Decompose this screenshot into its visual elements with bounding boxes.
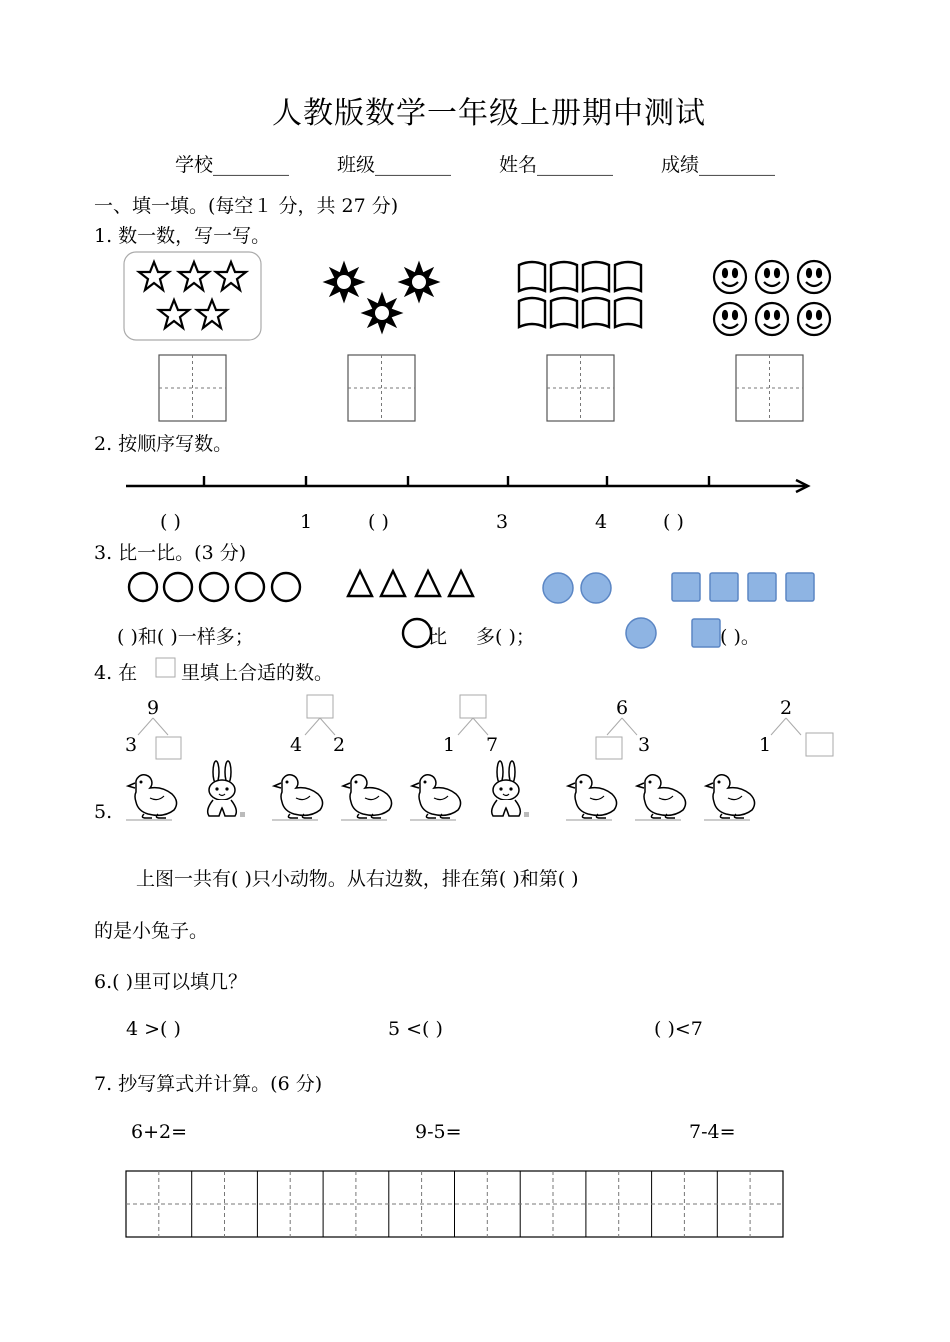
numberline-label-3: 3 <box>496 511 509 533</box>
q7-label: 7. 抄写算式并计算。(6 分) <box>94 1073 323 1095</box>
q5-text-1: 上图一共有( )只小动物。从右边数，排在第( )和第( ) <box>136 868 579 890</box>
numberline-blank-2[interactable]: ( ) <box>368 511 389 533</box>
q3-text-2: 比 <box>428 626 448 648</box>
bond-box[interactable] <box>460 695 486 718</box>
bond-5-top: 2 <box>780 697 793 719</box>
circle-icon <box>200 573 228 601</box>
duck-icon <box>341 775 392 820</box>
q5-label: 5. <box>94 801 113 823</box>
q6-expr-3[interactable]: ( )<7 <box>654 1018 703 1040</box>
star-icon <box>159 300 189 328</box>
bond-2-right: 2 <box>333 734 346 756</box>
inline-box-icon <box>156 658 175 677</box>
q1-answer-boxes[interactable] <box>159 355 803 421</box>
rabbit-icon <box>492 761 529 817</box>
flag-icon <box>615 262 641 291</box>
sun-icon <box>324 262 364 302</box>
school-field[interactable]: 学校________ <box>175 154 290 176</box>
score-field[interactable]: 成绩________ <box>661 154 776 176</box>
numberline-label-4: 4 <box>595 511 608 533</box>
q3-label: 3. 比一比。(3 分) <box>94 542 247 564</box>
duck-icon <box>410 775 461 820</box>
smileys-group <box>714 261 830 335</box>
smiley-icon <box>714 303 746 335</box>
smiley-icon <box>756 303 788 335</box>
bond-box[interactable] <box>596 737 622 759</box>
numberline-label-1: 1 <box>300 511 313 533</box>
number-line <box>126 476 808 492</box>
page-title: 人教版数学一年级上册期中测试 <box>272 96 706 131</box>
q3-text-4: ( )。 <box>720 626 760 648</box>
q7-expr-1: 6+2= <box>131 1121 188 1143</box>
triangle-icon <box>348 571 372 596</box>
bond-box[interactable] <box>307 695 333 718</box>
bond-box[interactable] <box>806 733 833 756</box>
bond-3-right: 7 <box>486 734 499 756</box>
answer-box-2 <box>348 355 415 421</box>
triangle-icon <box>381 571 405 596</box>
smiley-icon <box>798 303 830 335</box>
duck-icon <box>704 775 755 820</box>
q6-expr-2[interactable]: 5 <( ) <box>388 1018 443 1040</box>
stars-group <box>139 262 246 328</box>
q7-expr-3: 7-4= <box>689 1121 736 1143</box>
duck-icon <box>126 775 177 820</box>
numberline-blank-3[interactable]: ( ) <box>663 511 684 533</box>
bond-4-top: 6 <box>616 697 629 719</box>
bond-2-left: 4 <box>290 734 303 756</box>
bond-1-left: 3 <box>125 734 138 756</box>
suns-group <box>324 262 439 333</box>
q7-expr-2: 9-5= <box>415 1121 462 1143</box>
flag-icon <box>615 298 641 327</box>
flag-icon <box>519 298 545 327</box>
sun-icon <box>362 293 402 333</box>
duck-icon <box>566 775 617 820</box>
q6-label: 6.( )里可以填几？ <box>94 971 247 993</box>
bond-4-right: 3 <box>638 734 651 756</box>
section1-heading: 一、填一填。(每空１ 分，共 27 分) <box>94 195 399 217</box>
answer-box-3 <box>547 355 614 421</box>
flag-icon <box>551 262 577 291</box>
smiley-icon <box>756 261 788 293</box>
answer-box-4 <box>736 355 803 421</box>
inline-blue-circle-icon <box>626 618 656 648</box>
bond-3-left: 1 <box>443 734 456 756</box>
circle-icon <box>164 573 192 601</box>
duck-icon <box>272 775 323 820</box>
circle-icon <box>272 573 300 601</box>
triangle-icon <box>416 571 440 596</box>
inline-blue-square-icon <box>692 619 720 647</box>
blue-square-icon <box>748 573 776 601</box>
class-field[interactable]: 班级________ <box>337 154 452 176</box>
bond-5-left: 1 <box>759 734 772 756</box>
circle-icon <box>236 573 264 601</box>
duck-icon <box>635 775 686 820</box>
triangle-icon <box>449 571 473 596</box>
flag-icon <box>583 298 609 327</box>
flags-group <box>519 262 641 327</box>
q1-label: 1. 数一数，写一写。 <box>94 225 271 247</box>
rabbit-icon <box>208 761 245 817</box>
blue-circle-icon <box>543 573 573 603</box>
q4-label-a: 4. 在 <box>94 662 138 684</box>
answer-box-1 <box>159 355 226 421</box>
star-icon <box>139 262 169 290</box>
q5-text-2: 的是小兔子。 <box>94 920 209 942</box>
q4-label-b: 里填上合适的数。 <box>181 662 334 684</box>
numberline-blank-1[interactable]: ( ) <box>160 511 181 533</box>
inline-circle-icon <box>403 619 431 647</box>
star-icon <box>197 300 227 328</box>
blue-squares-group <box>672 573 814 601</box>
smiley-icon <box>714 261 746 293</box>
sun-icon <box>399 262 439 302</box>
bond-box[interactable] <box>156 737 181 759</box>
circles-group <box>129 573 300 601</box>
flag-icon <box>519 262 545 291</box>
name-field[interactable]: 姓名________ <box>499 154 614 176</box>
flag-icon <box>583 262 609 291</box>
blue-square-icon <box>710 573 738 601</box>
blue-square-icon <box>672 573 700 601</box>
q3-text-1: ( )和( )一样多； <box>117 626 254 648</box>
blue-square-icon <box>786 573 814 601</box>
writing-grid[interactable] <box>126 1171 783 1237</box>
blue-circle-icon <box>581 573 611 603</box>
bond-1-top: 9 <box>147 697 160 719</box>
blue-circles-group <box>543 573 611 603</box>
q3-text-3: 多( )； <box>476 626 535 648</box>
circle-icon <box>129 573 157 601</box>
smiley-icon <box>798 261 830 293</box>
star-icon <box>216 262 246 290</box>
flag-icon <box>551 298 577 327</box>
q6-expr-1[interactable]: 4 >( ) <box>126 1018 181 1040</box>
animals-row <box>126 761 755 820</box>
q2-label: 2. 按顺序写数。 <box>94 433 233 455</box>
triangles-group <box>348 571 473 596</box>
star-icon <box>179 262 209 290</box>
